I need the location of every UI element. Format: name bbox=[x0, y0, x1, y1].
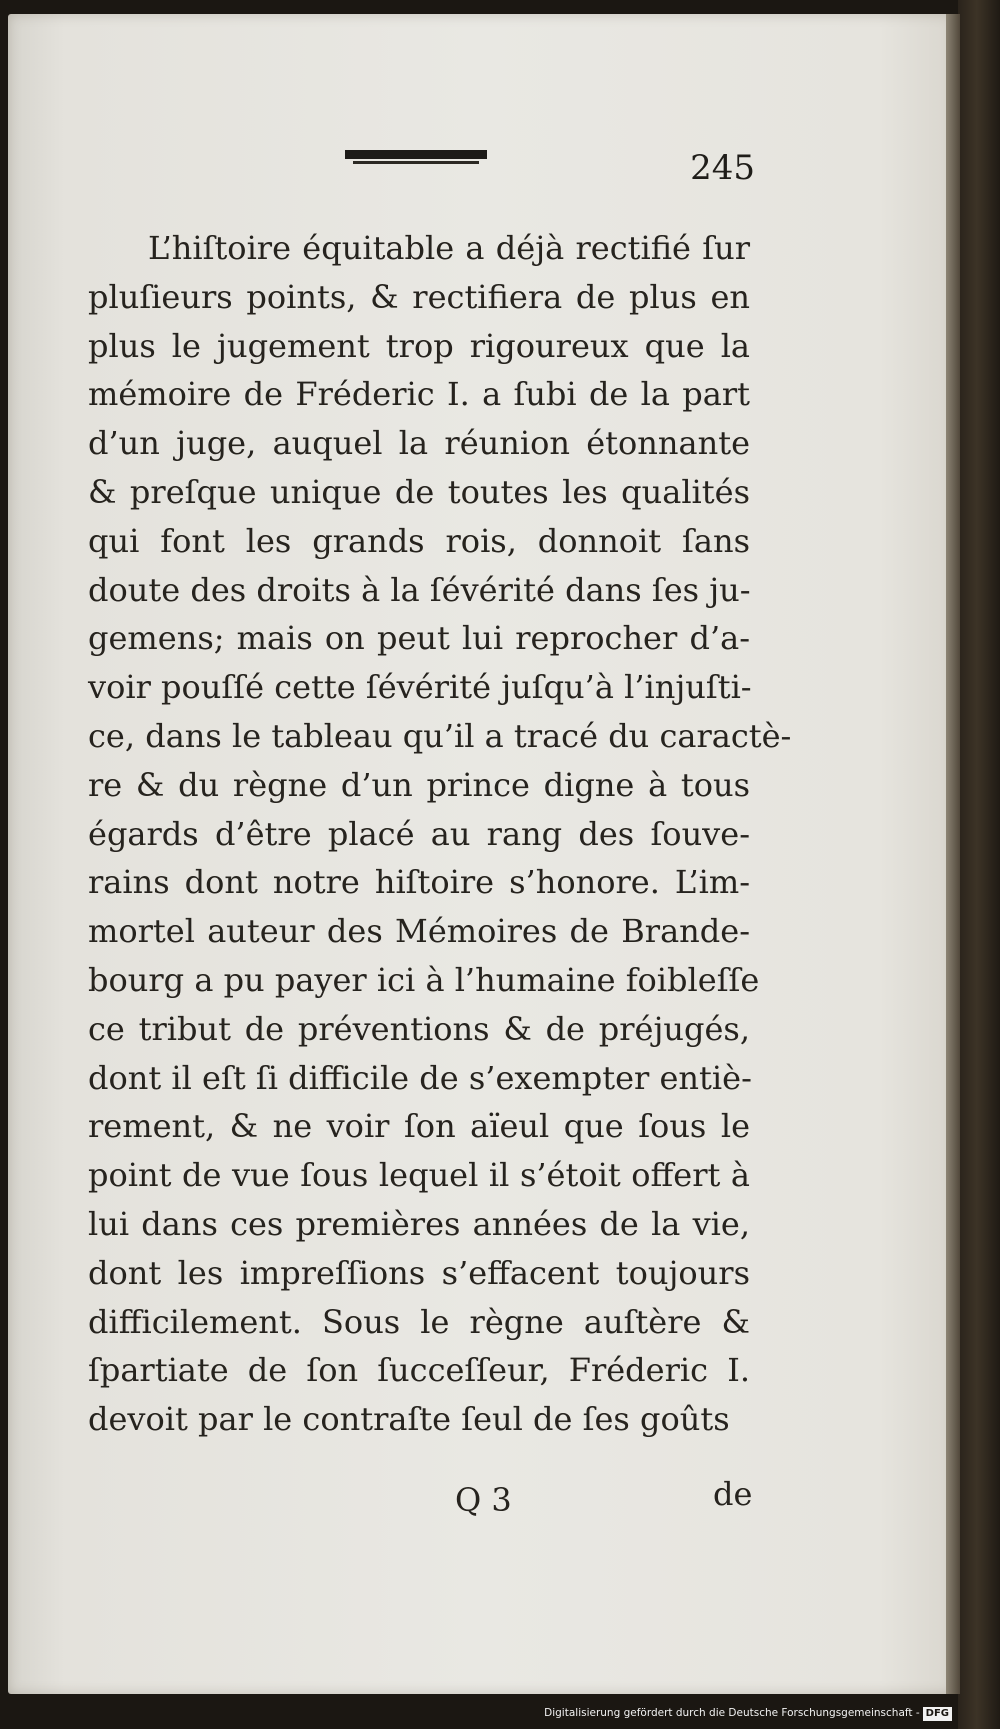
book-spine bbox=[958, 0, 1000, 1729]
text-line: doute des droits à la ſévérité dans ſes ju- bbox=[88, 570, 751, 609]
text-line: L’hiſtoire équitable a déjà rectifié ſur bbox=[148, 229, 750, 267]
page-gutter bbox=[946, 14, 960, 1694]
text-line: bourg a pu payer ici à l’humaine foibleſſe bbox=[88, 960, 760, 999]
text-line: dont les impreſſions s’effacent toujours bbox=[88, 1253, 750, 1292]
text-line: difficilement. Sous le règne auſtère & bbox=[88, 1302, 750, 1341]
text-line: rains dont notre hiſtoire s’honore. L’im- bbox=[88, 863, 750, 902]
ornament-thin-bar bbox=[353, 161, 479, 164]
text-line: d’un juge, auquel la réunion étonnante bbox=[88, 424, 750, 463]
digitization-credit bbox=[544, 1703, 952, 1723]
page-number: 245 bbox=[690, 148, 755, 188]
text-line: gemens; mais on peut lui reprocher d’a- bbox=[88, 619, 750, 658]
text-line: devoit par le contraſte ſeul de ſes goûts bbox=[88, 1400, 730, 1439]
dfg-logo: DFG bbox=[923, 1707, 952, 1721]
text-line: pluſieurs points, & rectifiera de plus en bbox=[88, 277, 750, 316]
catchword: de bbox=[713, 1475, 753, 1513]
text-line: dont il eſt ſi difficile de s’exempter entiè- bbox=[88, 1058, 752, 1097]
text-line: rement, & ne voir ſon aïeul que ſous le bbox=[88, 1107, 750, 1146]
text-line: re & du règne d’un prince digne à tous bbox=[88, 765, 750, 804]
text-line: lui dans ces premières années de la vie, bbox=[88, 1204, 750, 1243]
text-line: mémoire de Fréderic I. a ſubi de la part bbox=[88, 375, 750, 414]
text-line: voir pouſſé cette ſévérité juſqu’à l’injuſti- bbox=[88, 668, 752, 707]
text-line: égards d’être placé au rang des ſouve- bbox=[88, 814, 750, 853]
text-line: ce, dans le tableau qu’il a tracé du caractè- bbox=[88, 716, 792, 755]
body-text bbox=[88, 224, 792, 1444]
text-line: point de vue ſous lequel il s’étoit offert à bbox=[88, 1156, 750, 1195]
text-line: plus le jugement trop rigoureux que la bbox=[88, 326, 750, 365]
credit-text: Digitalisierung gefördert durch die Deutsche Forschungsgemeinschaft - bbox=[544, 1707, 920, 1719]
signature-mark: Q 3 bbox=[455, 1481, 512, 1519]
text-line: qui font les grands rois, donnoit ſans bbox=[88, 521, 750, 560]
text-line: ce tribut de préventions & de préjugés, bbox=[88, 1009, 750, 1048]
text-line: ſpartiate de ſon ſucceſſeur, Fréderic I. bbox=[88, 1351, 750, 1390]
text-line: mortel auteur des Mémoires de Brande- bbox=[88, 912, 750, 951]
header-ornament-rule bbox=[345, 150, 487, 166]
page-footer bbox=[0, 1475, 1000, 1531]
text-line: & preſque unique de toutes les qualités bbox=[88, 472, 750, 511]
ornament-thick-bar bbox=[345, 150, 487, 159]
